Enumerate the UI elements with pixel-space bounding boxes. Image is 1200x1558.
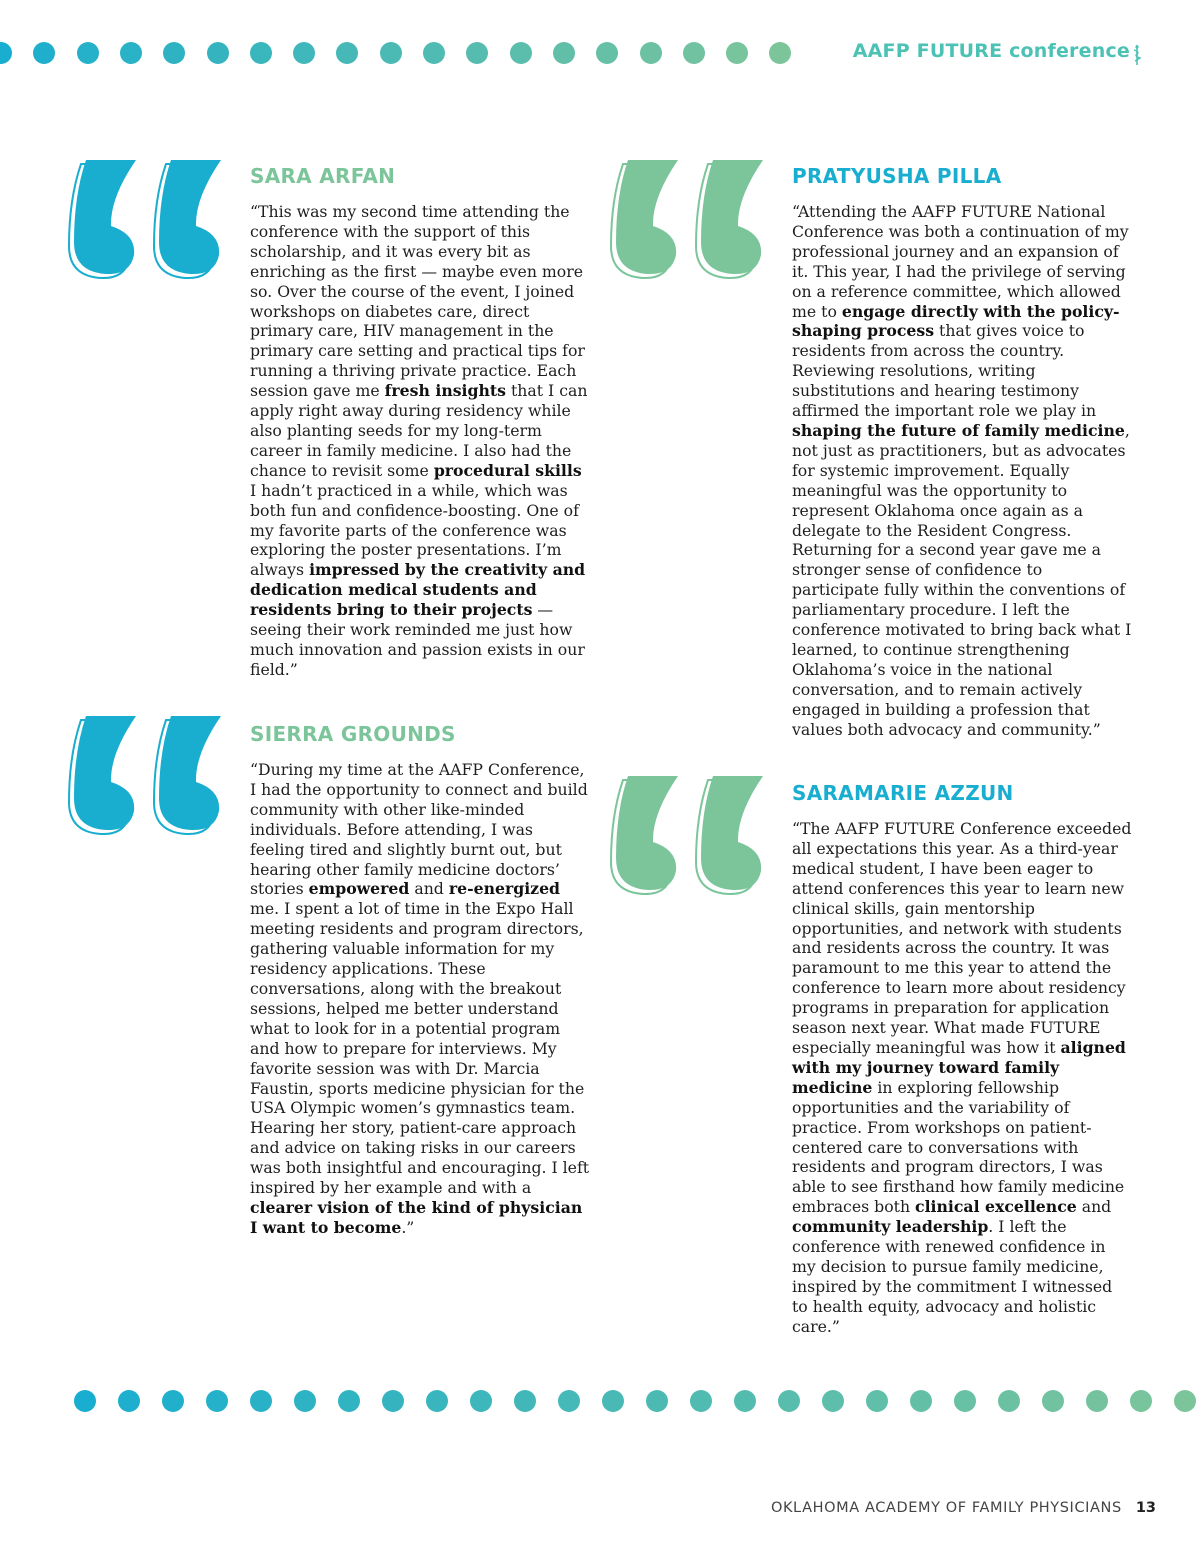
divider-dot	[0, 42, 12, 64]
quote-mark-icon	[608, 776, 768, 896]
quote-text-segment: and	[409, 879, 449, 899]
divider-dot	[162, 1390, 184, 1412]
divider-dot	[382, 1390, 404, 1412]
emphasis-text: fresh insights	[384, 381, 506, 401]
divider-dot	[726, 42, 748, 64]
quote-text-segment: — seeing their work reminded me just how much innovation and passion exists in our field.”	[250, 600, 585, 679]
testimonial-text	[792, 202, 1132, 739]
emphasis-text: shaping the future of family medicine	[792, 420, 1125, 440]
divider-dot	[998, 1390, 1020, 1412]
divider-dot	[423, 42, 445, 64]
quote-text-segment: .”	[401, 1217, 415, 1237]
quote-mark-icon	[66, 160, 226, 280]
quote-text-segment: in exploring fellowship opportunities and the variability of practice. From workshops on patient-centered care to conversations with residents and program directors, I was able to see firsthand how family medicine embraces both	[792, 1077, 1125, 1217]
divider-dot	[250, 42, 272, 64]
quote-text-segment: . I left the conference with renewed confidence in my decision to pursue family medicine, inspired by the commitment I witnessed to health equity, advocacy and holistic care.”	[792, 1217, 1113, 1336]
divider-dot	[690, 1390, 712, 1412]
quote-text-segment: me. I spent a lot of time in the Expo Hall meeting residents and program directors, gathering valuable information for my residency applications. These conversations, along with the breakout sessions, helped me better understand what to look for in a potential program and how to prepare for interviews. My favorite session was with Dr. Marcia Faustin, sports medicine physician for the USA Olympic women’s gymnastics team. Hearing her story, patient-care approach and advice on taking risks in our careers was both insightful and encouraging. I left inspired by her example and with a	[250, 899, 590, 1198]
divider-dot	[910, 1390, 932, 1412]
emphasis-text: empowered	[308, 879, 410, 899]
divider-dot	[954, 1390, 976, 1412]
quote-text-segment: “Attending the AAFP FUTURE National Conference was both a continuation of my professional journey and an expansion of it. This year, I had the privilege of serving on a reference committee, which allowed me to	[792, 202, 1129, 321]
quote-text-segment: that I can apply right away during residency while also planting seeds for my long-term career in family medicine. I also had the chance to revisit some	[250, 381, 588, 480]
emphasis-text: procedural skills	[433, 460, 582, 480]
quote-text-segment: “During my time at the AAFP Conference, I had the opportunity to connect and build community with other like-minded individuals. Before attending, I was feeling tired and slightly burnt out, but hearing other family medicine doctors’ stories	[250, 760, 588, 899]
divider-dot	[1086, 1390, 1108, 1412]
divider-dot	[74, 1390, 96, 1412]
quote-mark-icon	[608, 160, 768, 280]
page-footer	[771, 1500, 1156, 1516]
testimonial-saramarie-azzun	[792, 781, 1132, 1337]
divider-dot	[1174, 1390, 1196, 1412]
divider-dot	[293, 42, 315, 64]
divider-dot	[250, 1390, 272, 1412]
testimonial-sierra-grounds	[250, 722, 590, 1238]
divider-dot	[426, 1390, 448, 1412]
emphasis-text: clinical excellence	[915, 1197, 1077, 1217]
emphasis-text: aligned with my journey toward family medicine	[792, 1037, 1126, 1097]
divider-dot	[596, 42, 618, 64]
testimonial-name: SIERRA GROUNDS	[250, 722, 456, 746]
divider-dot	[380, 42, 402, 64]
quote-text-segment: “The AAFP FUTURE Conference exceeded all expectations this year. As a third-year medical student, I have been eager to attend conferences this year to learn new clinical skills, gain mentorship opportunities, and network with students and residents across the country. It was paramount to me this year to attend the conference to learn more about residency programs in preparation for application season next year. What made FUTURE especially meaningful was how it	[792, 819, 1132, 1057]
testimonial-sara-arfan	[250, 164, 590, 680]
divider-dot	[206, 1390, 228, 1412]
divider-dot	[646, 1390, 668, 1412]
emphasis-text: re-energized	[448, 879, 561, 899]
quote-text-segment: “This was my second time attending the conference with the support of this scholarship, and it was every bit as enriching as the first — maybe even more so. Over the course of the event, I joined workshops on diabetes care, direct primary care, HIV management in the primary care setting and practical tips for running a thriving private practice. Each session gave me	[250, 202, 585, 401]
divider-dot	[822, 1390, 844, 1412]
testimonial-text	[250, 202, 590, 680]
caduceus-icon	[1132, 44, 1142, 66]
divider-dot	[294, 1390, 316, 1412]
testimonial-text	[792, 819, 1132, 1337]
page-number: 13	[1135, 1500, 1156, 1516]
emphasis-text: clearer vision of the kind of physician I want to become	[250, 1197, 583, 1237]
divider-dot	[120, 42, 142, 64]
divider-dot	[338, 1390, 360, 1412]
quote-text-segment: , not just as practitioners, but as advocates for systemic improvement. Equally meaningful was the opportunity to represent Oklahoma once again as a delegate to the Resident Congress. Returning for a second year gave me a stronger sense of confidence to participate fully within the conventions of parliamentary procedure. I left the conference motivated to bring back what I learned, to continue strengthening Oklahoma’s voice in the national conversation, and to remain actively engaged in building a profession that values both advocacy and community.”	[792, 420, 1132, 739]
testimonial-text	[250, 760, 590, 1238]
footer-organization: OKLAHOMA ACADEMY OF FAMILY PHYSICIANS	[770, 1500, 1122, 1516]
divider-dot	[336, 42, 358, 64]
quote-text-segment: that gives voice to residents from across the country. Reviewing resolutions, writing substitutions and hearing testimony affirmed the important role we play in	[792, 321, 1097, 421]
divider-dot	[163, 42, 185, 64]
divider-dot	[466, 42, 488, 64]
divider-dot	[207, 42, 229, 64]
divider-dot	[734, 1390, 756, 1412]
divider-dot	[553, 42, 575, 64]
divider-dot	[33, 42, 55, 64]
divider-dot	[602, 1390, 624, 1412]
top-dot-divider	[0, 42, 800, 66]
divider-dot	[769, 42, 791, 64]
divider-dot	[683, 42, 705, 64]
testimonial-name: SARA ARFAN	[250, 164, 396, 188]
divider-dot	[558, 1390, 580, 1412]
emphasis-text: engage directly with the policy-shaping process	[792, 301, 1120, 341]
testimonial-name: SARAMARIE AZZUN	[792, 781, 1014, 805]
quote-text-segment: and	[1076, 1197, 1112, 1217]
divider-dot	[514, 1390, 536, 1412]
divider-dot	[118, 1390, 140, 1412]
bottom-dot-divider	[0, 1390, 1200, 1414]
divider-dot	[77, 42, 99, 64]
divider-dot	[778, 1390, 800, 1412]
testimonial-name: PRATYUSHA PILLA	[792, 164, 1002, 188]
divider-dot	[866, 1390, 888, 1412]
divider-dot	[470, 1390, 492, 1412]
quote-mark-icon	[66, 716, 226, 836]
divider-dot	[510, 42, 532, 64]
divider-dot	[1042, 1390, 1064, 1412]
testimonial-pratyusha-pilla	[792, 164, 1132, 739]
header-title: AAFP FUTURE conference	[852, 40, 1130, 62]
quote-text-segment: I hadn’t practiced in a while, which was both fun and confidence-boosting. One of my favorite parts of the conference was exploring the poster presentations. I’m always	[250, 480, 579, 580]
divider-dot	[1130, 1390, 1152, 1412]
divider-dot	[640, 42, 662, 64]
emphasis-text: community leadership	[792, 1217, 989, 1237]
emphasis-text: impressed by the creativity and dedication medical students and residents bring to their projects	[250, 560, 586, 620]
